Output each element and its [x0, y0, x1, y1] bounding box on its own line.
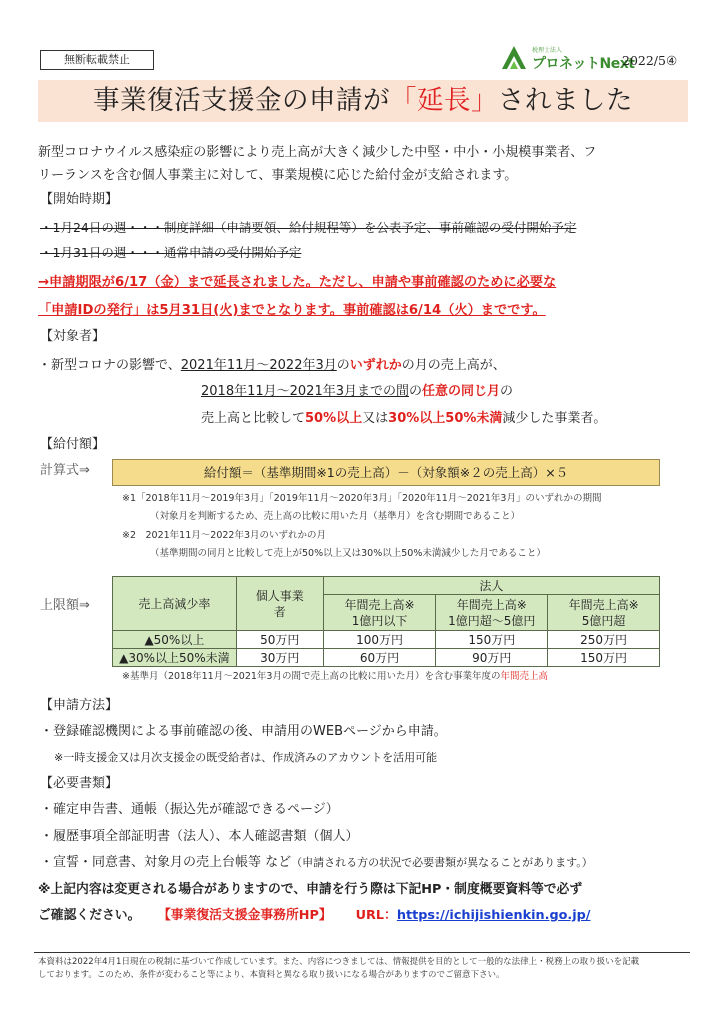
schedule-struck-2: ・1月31日の週・・・通常申請の受付開始予定: [40, 245, 302, 260]
target-l1-mid: の: [336, 358, 350, 373]
docs-item-1: ・確定申告書、通帳（振込先が確認できるページ）: [40, 802, 339, 817]
row-2-c1: 60万円: [323, 649, 436, 667]
row-2-c2: 90万円: [436, 649, 548, 667]
target-l2-red: 任意の同じ月: [422, 384, 501, 399]
row-1-individual: 50万円: [236, 631, 323, 649]
docs-item-3-text: ・宣誓・同意書、対象月の売上台帳等 など: [40, 855, 292, 870]
schedule-heading: 【開始時期】: [40, 192, 119, 207]
intro-line-2: リーランスを含む個人事業主に対して、事業規模に応じた給付金が支給されます。: [38, 168, 518, 183]
target-line-1: [38, 356, 506, 375]
org-type-label: 税理士法人: [532, 47, 563, 54]
col-corp-3: [548, 595, 660, 631]
target-l1-red: いずれか: [349, 358, 402, 373]
target-line-3: [201, 409, 606, 428]
page-title: [38, 80, 688, 122]
target-l1-post: の月の売上高が、: [401, 358, 506, 373]
row-1-c3: 250万円: [548, 631, 660, 649]
target-l1-pre: ・新型コロナの影響で、: [38, 358, 181, 373]
org-name: プロネットNext: [532, 56, 635, 72]
target-l3-mid: 又は: [362, 411, 389, 426]
company-logo-icon: [501, 44, 527, 70]
method-line: ・登録確認機関による事前確認の後、申請用のWEBページから申請。: [40, 724, 447, 739]
docs-item-2: ・履歴事項全部証明書（法人）、本人確認書類（個人）: [40, 829, 359, 844]
method-note: ※一時支援金又は月次支援金の既受給者は、作成済みのアカウントを活用可能: [54, 751, 438, 764]
limit-label: 上限額⇒: [40, 598, 90, 613]
limit-table: [112, 576, 660, 667]
table-row: [113, 649, 660, 667]
row-1-c1: 100万円: [323, 631, 436, 649]
note-2b: （基準期間の同月と比較して売上が50%以上又は30%以上50%未満減少した月であること）: [150, 548, 546, 559]
col-corp-3-l1: 年間売上高※: [568, 597, 639, 612]
footer-disclaimer: [38, 956, 688, 982]
row-1-c2: 150万円: [436, 631, 548, 649]
closing-line-2: [38, 906, 590, 925]
col-corp-2-l2: 1億円超～5億円: [448, 613, 536, 628]
amount-heading: 【給付額】: [40, 437, 106, 452]
col-corp: 法人: [323, 577, 659, 595]
limit-note-pre: ※基準月（2018年11月～2021年3月の間で売上高の比較に用いた月）を含む事業年度の: [122, 671, 501, 682]
col-corp-1-l1: 年間売上高※: [344, 597, 415, 612]
url-label: URL：: [355, 908, 397, 923]
formula-box: 給付額＝（基準期間※1の売上高）－（対象額※２の売上高）×５: [112, 459, 660, 486]
col-corp-2-l1: 年間売上高※: [456, 597, 527, 612]
target-l2-period: 2018年11月～2021年3月までの間: [201, 384, 409, 399]
note-1b: （対象月を判断するため、売上高の比較に用いた月（基準月）を含む期間であること）: [150, 511, 521, 522]
schedule-struck-1: ・1月24日の週・・・制度詳細（申請要領、給付規程等）を公表予定、事前確認の受付開始予定: [40, 220, 577, 235]
target-l1-period: 2021年11月～2022年3月: [180, 358, 337, 373]
row-2-individual: 30万円: [236, 649, 323, 667]
col-corp-1: [323, 595, 436, 631]
col-corp-3-l2: 5億円超: [581, 613, 626, 628]
target-l3-red2: 30%以上50%未満: [388, 411, 503, 426]
footer-line-1: 本資料は2022年4月1日現在の税制に基づいて作成しています。また、内容につきましては、情報提供を目的として一般的な法律上・税務上の取り扱いを記載: [38, 957, 640, 967]
target-l3-post: 減少した事業者。: [502, 411, 607, 426]
formula-label: 計算式⇒: [40, 463, 90, 478]
intro-line-1: 新型コロナウイルス感染症の影響により売上高が大きく減少した中堅・中小・小規模事業者、フ: [38, 145, 597, 160]
closing-line-2-pre: ご確認ください。: [38, 908, 141, 923]
note-1a: ※1「2018年11月～2019年3月」「2019年11月～2020年3月」「2020年11月～2021年3月」のいずれかの期間: [122, 493, 602, 504]
docs-item-3-note: （申請される方の状況で必要書類が異なることがあります。）: [291, 856, 593, 869]
col-corp-1-l2: 1億円以下: [351, 613, 408, 628]
target-heading: 【対象者】: [40, 329, 106, 344]
footer-line-2: しております。このため、条件が変わること等により、本資料と異なる取り扱いになる場合がありますのでご留意下さい。: [38, 970, 505, 980]
target-line-2: [201, 382, 513, 401]
office-hp-link[interactable]: https://ichijishienkin.go.jp/: [396, 908, 591, 923]
target-l3-pre: 売上高と比較して: [201, 411, 306, 426]
table-row: [113, 631, 660, 649]
target-l3-red1: 50%以上: [305, 411, 363, 426]
title-part2: されました: [498, 85, 633, 116]
col-rate: 売上高減少率: [113, 577, 237, 631]
limit-note: [122, 670, 548, 684]
office-hp-label: 【事業復活支援金事務所HP】: [164, 908, 332, 923]
docs-heading: 【必要書類】: [40, 776, 119, 791]
no-reprint-notice: 無断転載禁止: [40, 50, 154, 70]
target-l2-mid: の: [408, 384, 422, 399]
row-1-rate: ▲50%以上: [113, 631, 237, 649]
col-corp-2: [436, 595, 548, 631]
title-highlight: 「延長」: [390, 85, 498, 116]
target-l2-post: の: [500, 384, 514, 399]
extension-notice-2: 「申請IDの発行」は5月31日(火)までとなります。事前確認は6/14（火）までです。: [38, 303, 546, 318]
row-2-c3: 150万円: [548, 649, 660, 667]
footer-divider: [34, 952, 690, 953]
issue-date: 2022/5④: [622, 53, 678, 68]
method-heading: 【申請方法】: [40, 698, 119, 713]
row-2-rate: ▲30%以上50%未満: [113, 649, 237, 667]
closing-line-1: ※上記内容は変更される場合がありますので、申請を行う際は下記HP・制度概要資料等で必ず: [38, 882, 583, 897]
note-2a: ※2 2021年11月～2022年3月のいずれかの月: [122, 530, 326, 541]
docs-item-3: [40, 853, 593, 872]
table-header-row: [113, 577, 660, 595]
limit-note-red: 年間売上高: [500, 671, 548, 682]
title-part1: 事業復活支援金の申請が: [93, 85, 390, 116]
extension-notice-1: →申請期限が6/17（金）まで延長されました。ただし、申請や事前確認のために必要な: [38, 275, 557, 290]
col-individual: 個人事業者: [236, 577, 323, 631]
